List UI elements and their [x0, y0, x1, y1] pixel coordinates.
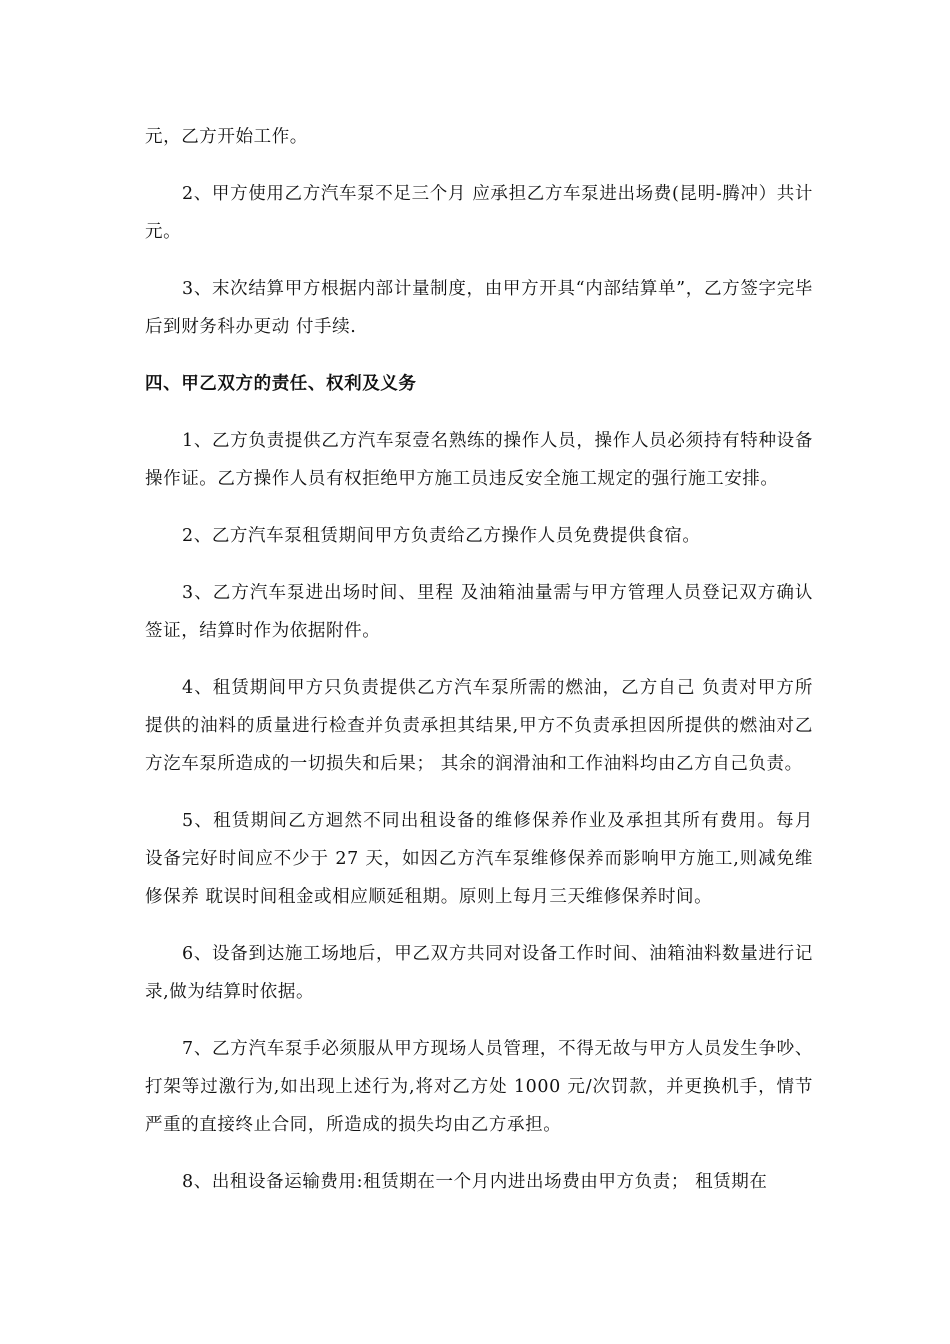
list-item: 7、乙方汽车泵手必须服从甲方现场人员管理，不得无故与甲方人员发生争吵、打架等过激行为,如出现上述行为,将对乙方处 1000 元/次罚款，并更换机手，情节严重的直接终止合同，所造成的损失均由乙方承担。 — [145, 1039, 813, 1135]
list-item: 4、租赁期间甲方只负责提供乙方汽车泵所需的燃油，乙方自己 负责对甲方所提供的油料的质量进行检查并负责承担其结果,甲方不负责承担因所提供的燃油对乙方汔车泵所造成的一切损失和后果； 其余的润滑油和工作油料均由乙方自己负责。 — [145, 678, 813, 774]
paragraph-clause-2: 2、甲方使用乙方汽车泵不足三个月 应承担乙方车泵进出场费(昆明-腾冲）共计元。 — [145, 184, 813, 242]
list-item: 5、租赁期间乙方迴然不同出租设备的维修保养作业及承担其所有费用。每月 设备完好时间应不少于 27 天，如因乙方汽车泵维修保养而影响甲方施工,则减免维修保养 耽误时间租金或相应顺延租期。原则上每月三天维修保养时间。 — [145, 811, 813, 907]
list-item: 8、出租设备运输费用:租赁期在一个月内进出场费由甲方负责； 租赁期在 — [182, 1172, 768, 1192]
paragraph-clause-3: 3、末次结算甲方根据内部计量制度，由甲方开具“内部结算单”，乙方签字完毕后到财务科办更动 付手续. — [145, 279, 813, 337]
paragraph-continuation: 元，乙方开始工作。 — [145, 127, 308, 147]
list-item: 3、乙方汽车泵进出场时间、里程 及油箱油量需与甲方管理人员登记双方确认签证，结算时作为依据附件。 — [145, 583, 813, 641]
list-item: 1、乙方负责提供乙方汽车泵壹名熟练的操作人员，操作人员必须持有特种设备操作证。乙方操作人员有权拒绝甲方施工员违反安全施工规定的强行施工安排。 — [145, 431, 813, 489]
list-item: 6、设备到达施工场地后，甲乙双方共同对设备工作时间、油箱油料数量进行记录,做为结算时依据。 — [145, 944, 813, 1002]
list-item: 2、乙方汽车泵租赁期间甲方负责给乙方操作人员免费提供食宿。 — [182, 526, 701, 546]
section-heading: 四、甲乙双方的责任、权利及义务 — [145, 374, 417, 394]
document-page — [145, 118, 813, 1220]
